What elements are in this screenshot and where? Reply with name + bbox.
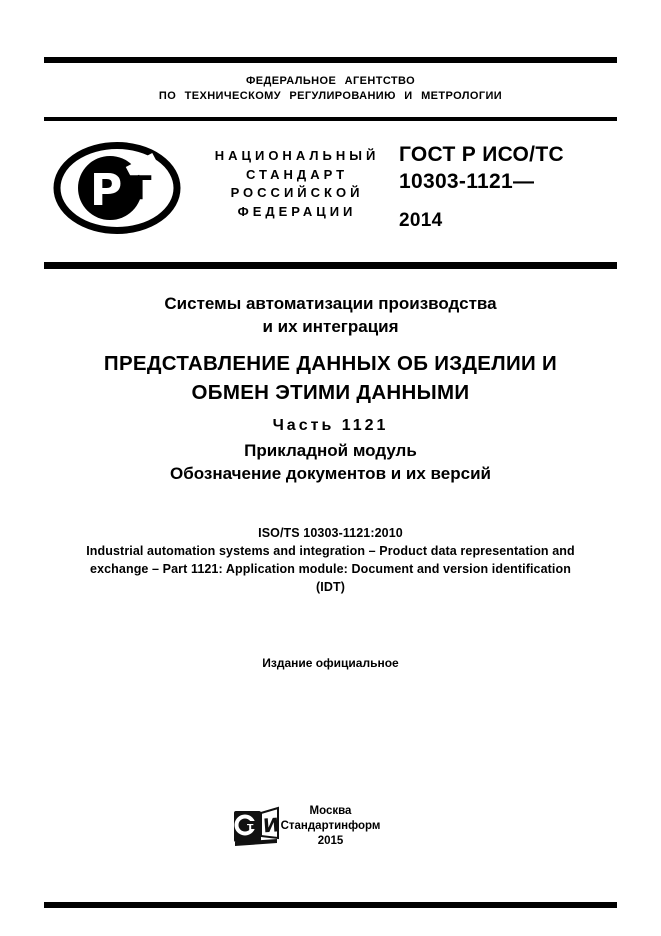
svg-text:И: И xyxy=(262,814,280,838)
module-title-line-2: Обозначение документов и их версий xyxy=(170,464,491,483)
edition-note: Издание официальное xyxy=(262,656,399,670)
imprint-city: Москва xyxy=(309,805,352,817)
top-rule xyxy=(44,57,617,63)
svg-text:т: т xyxy=(247,820,254,833)
iso-reference xyxy=(0,524,661,596)
imprint xyxy=(0,804,661,849)
group-title-line-1: Системы автоматизации производства xyxy=(164,294,497,313)
imprint-year: 2015 xyxy=(317,835,344,847)
iso-reference-english-line-2: exchange – Part 1121: Application module: Document and version identification xyxy=(90,562,571,576)
standard-kind-line-3: РОССИЙСКОЙ xyxy=(230,185,364,200)
svg-text:Р: Р xyxy=(90,165,123,216)
main-title xyxy=(0,349,661,407)
agency-line-2: ПО ТЕХНИЧЕСКОМУ РЕГУЛИРОВАНИЮ И МЕТРОЛОГИИ xyxy=(158,90,503,102)
group-title xyxy=(0,292,661,338)
bottom-rule xyxy=(44,902,617,908)
module-title xyxy=(0,439,661,485)
standard-kind-line-1: НАЦИОНАЛЬНЫЙ xyxy=(214,148,380,163)
main-title-line-1: ПРЕДСТАВЛЕНИЕ ДАННЫХ ОБ ИЗДЕЛИИ И xyxy=(103,352,558,375)
designation-line-1: ГОСТ Р ИСО/ТС xyxy=(399,143,564,166)
iso-reference-number: ISO/TS 10303-1121:2010 xyxy=(258,526,403,540)
header-thick-rule xyxy=(44,262,617,269)
iso-reference-english-line-1: Industrial automation systems and integration – Product data representation and xyxy=(86,544,575,558)
part-number: Часть 1121 xyxy=(272,417,389,434)
imprint-publisher: Стандартинформ xyxy=(280,820,381,832)
module-title-line-1: Прикладной модуль xyxy=(244,441,417,460)
standard-kind xyxy=(196,147,398,221)
standard-kind-line-2: СТАНДАРТ xyxy=(245,166,349,182)
designation-year: 2014 xyxy=(399,210,443,231)
svg-text:т: т xyxy=(126,159,152,210)
agency-bottom-rule xyxy=(44,117,617,121)
iso-reference-idt: (IDT) xyxy=(316,580,345,594)
standard-designation xyxy=(399,141,564,234)
designation-line-2: 10303-1121— xyxy=(399,170,535,193)
rst-conformity-mark-icon xyxy=(52,142,182,234)
agency-line-1: ФЕДЕРАЛЬНОЕ АГЕНТСТВО xyxy=(245,75,416,87)
standard-kind-line-4: ФЕДЕРАЦИИ xyxy=(237,203,357,219)
main-title-line-2: ОБМЕН ЭТИМИ ДАННЫМИ xyxy=(191,381,470,404)
agency-header xyxy=(0,74,661,104)
group-title-line-2: и их интеграция xyxy=(262,317,399,336)
